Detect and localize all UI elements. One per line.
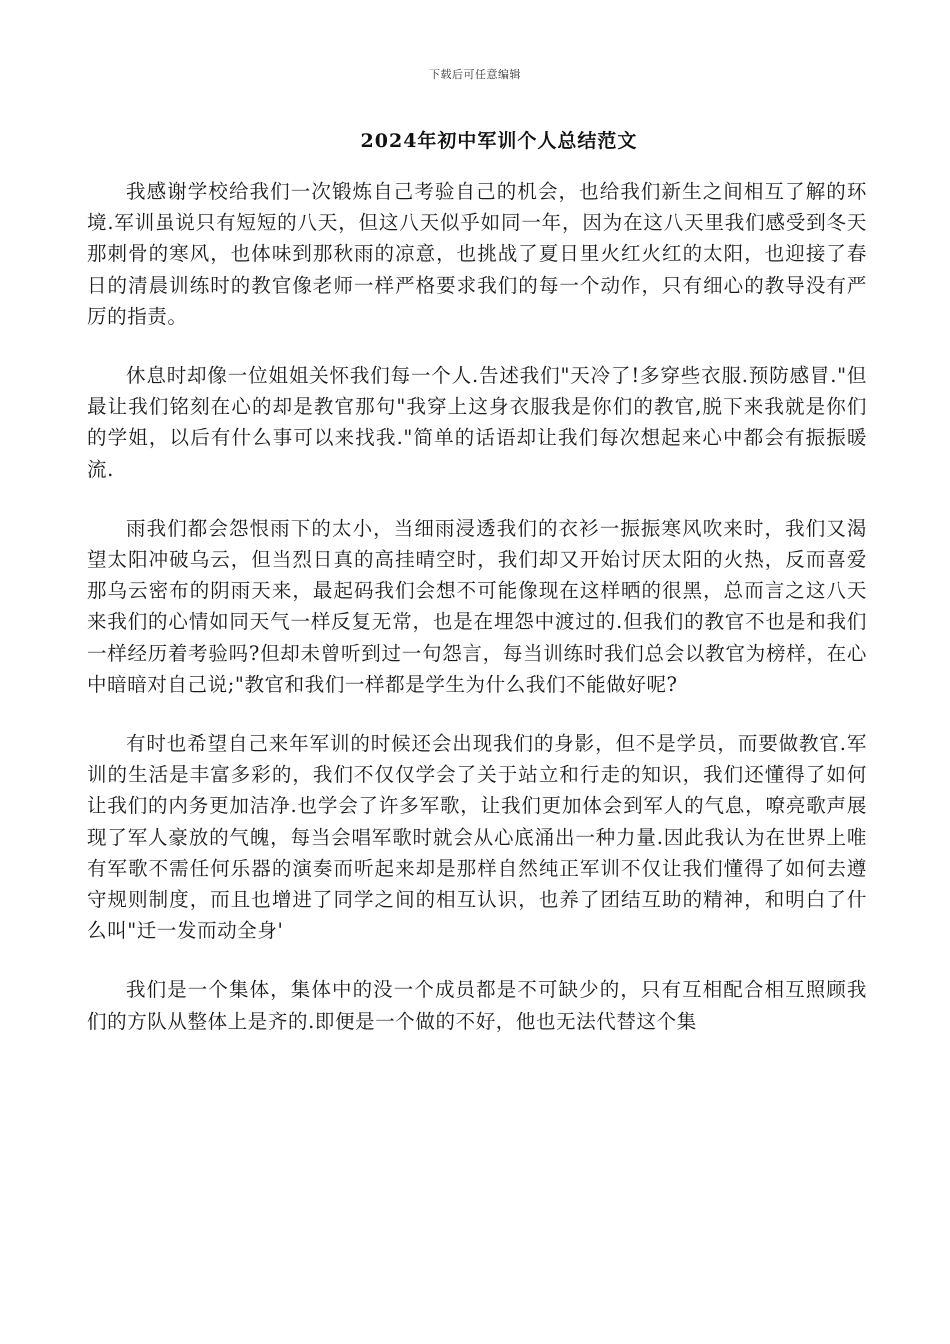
paragraph-5: 我们是一个集体，集体中的没一个成员都是不可缺少的，只有互相配合相互照顾我们的方队从整体上是齐的.即便是一个做的不好，他也无法代替这个集 <box>87 978 867 1033</box>
paragraph-3: 雨我们都会怨恨雨下的太小，当细雨浸透我们的衣衫一振振寒风吹来时，我们又渴望太阳冲破乌云，但当烈日真的高挂晴空时，我们却又开始讨厌太阳的火热，反而喜爱那乌云密布的阴雨天来，最起码我们会想不可能像现在这样晒的很黑，总而言之这八天来我们的心情如同天气一样反复无常，也是在埋怨中渡过的.但我们的教官不也是和我们一样经历着考验吗?但却未曾听到过一句怨言，每当训练时我们总会以教官为榜样，在心中暗暗对自己说;"教官和我们一样都是学生为什么我们不能做好呢? <box>87 516 867 696</box>
document-body <box>87 176 867 1065</box>
paragraph-2: 休息时却像一位姐姐关怀我们每一个人.告述我们"天冷了!多穿些衣服.预防感冒."但最让我们铭刻在心的却是教官那句"我穿上这身衣服我是你们的教官,脱下来我就是你们的学姐，以后有什么事可以来找我."简单的话语却让我们每次想起来心中都会有振振暖流. <box>87 364 867 481</box>
header-note: 下载后可任意编辑 <box>429 68 521 81</box>
paragraph-4: 有时也希望自己来年军训的时候还会出现我们的身影，但不是学员，而要做教官.军训的生活是丰富多彩的，我们不仅仅学会了关于站立和行走的知识，我们还懂得了如何让我们的内务更加洁净.也学会了许多军歌，让我们更加体会到军人的气息，嘹亮歌声展现了军人豪放的气魄，每当会唱军歌时就会从心底涌出一种力量.因此我认为在世界上唯有军歌不需任何乐器的演奏而听起来却是那样自然纯正军训不仅让我们懂得了如何去遵守规则制度，而且也增进了同学之间的相互认识，也养了团结互助的精神，和明白了什么叫"迁一发而动全身' <box>87 732 867 943</box>
document-title: 2024年初中军训个人总结范文 <box>360 130 638 152</box>
paragraph-1: 我感谢学校给我们一次锻炼自己考验自己的机会，也给我们新生之间相互了解的环境.军训虽说只有短短的八天，但这八天似乎如同一年，因为在这八天里我们感受到冬天那刺骨的寒风，也体味到那秋雨的凉意，也挑战了夏日里火红火红的太阳，也迎接了春日的清晨训练时的教官像老师一样严格要求我们的每一个动作，只有细心的教导没有严厉的指责。 <box>87 180 867 328</box>
